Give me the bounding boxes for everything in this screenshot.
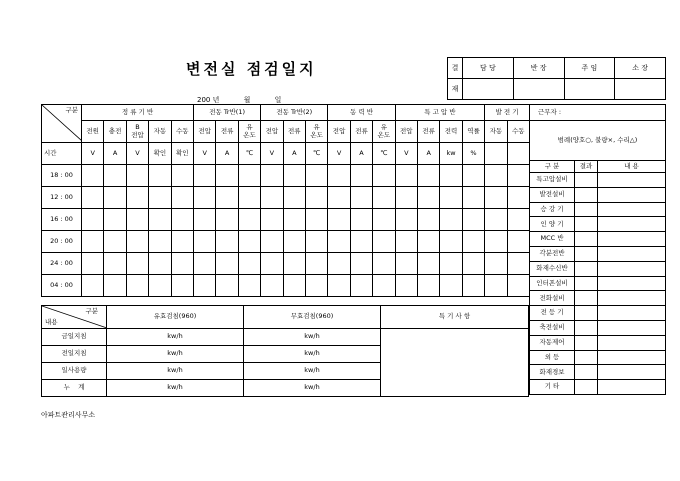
unit-cell: A <box>216 143 238 165</box>
reading-cell[interactable] <box>171 165 193 187</box>
column-header: 전류 <box>350 121 372 143</box>
reading-cell[interactable] <box>82 209 104 231</box>
reading-cell[interactable] <box>417 187 439 209</box>
reading-cell[interactable] <box>104 275 126 297</box>
reading-cell[interactable] <box>82 165 104 187</box>
summary-row <box>42 329 529 346</box>
legend: 범례(양호○, 불량×, 수리△) <box>530 121 666 161</box>
reactive-meter-value[interactable]: kw/h <box>244 329 381 346</box>
reading-cell[interactable] <box>507 165 529 187</box>
reading-cell[interactable] <box>328 187 350 209</box>
result-cell[interactable] <box>575 350 598 365</box>
approval-side-bottom: 재 <box>448 79 463 100</box>
grid-corner <box>42 105 82 143</box>
note-cell[interactable] <box>598 187 666 202</box>
checklist-row <box>530 335 666 350</box>
reading-cell[interactable] <box>171 231 193 253</box>
reading-cell[interactable] <box>507 209 529 231</box>
result-cell[interactable] <box>575 202 598 217</box>
reading-cell[interactable] <box>462 187 484 209</box>
reading-cell[interactable] <box>261 253 283 275</box>
reading-cell[interactable] <box>126 209 148 231</box>
result-cell[interactable] <box>575 261 598 276</box>
checklist-row <box>530 187 666 202</box>
column-header: 전압 <box>328 121 350 143</box>
reading-cell[interactable] <box>373 275 395 297</box>
unit-cell: A <box>350 143 372 165</box>
approval-table <box>447 57 666 100</box>
reading-cell[interactable] <box>395 165 417 187</box>
reading-cell[interactable] <box>104 231 126 253</box>
active-meter-value[interactable]: kw/h <box>107 346 244 363</box>
unit-cell: V <box>261 143 283 165</box>
reading-cell[interactable] <box>216 209 238 231</box>
reading-cell[interactable] <box>126 165 148 187</box>
checklist-row <box>530 173 666 188</box>
reading-cell[interactable] <box>283 209 305 231</box>
reading-cell[interactable] <box>440 253 462 275</box>
checklist-row <box>530 380 666 395</box>
note-cell[interactable] <box>598 246 666 261</box>
result-cell[interactable] <box>575 365 598 380</box>
summary-corner-bottom: 내용 <box>45 317 58 326</box>
checklist-row <box>530 291 666 306</box>
reading-cell[interactable] <box>238 165 260 187</box>
time-label: 24 : 00 <box>42 253 82 275</box>
reading-cell[interactable] <box>238 231 260 253</box>
unit-cell: V <box>194 143 216 165</box>
column-header: 전류 <box>417 121 439 143</box>
checklist-row <box>530 365 666 380</box>
reading-cell[interactable] <box>126 187 148 209</box>
reading-cell[interactable] <box>126 275 148 297</box>
reading-cell[interactable] <box>171 275 193 297</box>
reading-cell[interactable] <box>104 253 126 275</box>
approval-role: 주 임 <box>564 58 615 79</box>
column-header: 유 온도 <box>238 121 260 143</box>
reading-cell[interactable] <box>149 187 171 209</box>
reading-cell[interactable] <box>373 165 395 187</box>
reading-cell[interactable] <box>149 231 171 253</box>
checklist-item: 각분전반 <box>530 246 575 261</box>
reading-cell[interactable] <box>417 231 439 253</box>
corner-bottom: 시간 <box>42 143 82 165</box>
worker-label: 근무자 : <box>530 105 666 121</box>
reading-cell[interactable] <box>507 253 529 275</box>
approval-sign-cell[interactable] <box>463 79 514 100</box>
note-cell[interactable] <box>598 276 666 291</box>
reading-cell[interactable] <box>194 231 216 253</box>
time-row <box>42 187 530 209</box>
time-label: 12 : 00 <box>42 187 82 209</box>
reactive-meter-value[interactable]: kw/h <box>244 346 381 363</box>
reading-cell[interactable] <box>194 209 216 231</box>
special-notes-cell[interactable] <box>381 329 529 397</box>
checklist-row <box>530 276 666 291</box>
group-header: 정 류 기 반 <box>82 105 194 121</box>
reading-cell[interactable] <box>194 187 216 209</box>
column-header: 전류 <box>216 121 238 143</box>
side-header: 결과 <box>575 161 598 173</box>
reading-cell[interactable] <box>171 253 193 275</box>
reading-cell[interactable] <box>216 231 238 253</box>
column-header: 수동 <box>507 121 529 143</box>
summary-label: 일사용량 <box>42 363 107 380</box>
reading-cell[interactable] <box>305 187 327 209</box>
group-header: 발 전 기 <box>485 105 530 121</box>
checklist-item: 기 타 <box>530 380 575 395</box>
result-cell[interactable] <box>575 320 598 335</box>
reading-cell[interactable] <box>261 231 283 253</box>
reading-cell[interactable] <box>238 275 260 297</box>
group-header: 동 력 반 <box>328 105 395 121</box>
unit-cell: V <box>126 143 148 165</box>
unit-cell: V <box>328 143 350 165</box>
result-cell[interactable] <box>575 306 598 321</box>
reading-cell[interactable] <box>440 231 462 253</box>
note-cell[interactable] <box>598 217 666 232</box>
column-header: 자동 <box>485 121 507 143</box>
reading-cell[interactable] <box>440 187 462 209</box>
reading-cell[interactable] <box>462 209 484 231</box>
note-cell[interactable] <box>598 232 666 247</box>
page-title: 변전실 점검일지 <box>186 60 317 78</box>
reading-cell[interactable] <box>171 187 193 209</box>
unit-cell: 확인 <box>149 143 171 165</box>
reading-cell[interactable] <box>395 209 417 231</box>
reading-cell[interactable] <box>82 253 104 275</box>
result-cell[interactable] <box>575 335 598 350</box>
active-meter-value[interactable]: kw/h <box>107 363 244 380</box>
approval-sign-cell[interactable] <box>513 79 564 100</box>
column-header: 유 온도 <box>373 121 395 143</box>
time-row <box>42 275 530 297</box>
column-header: 전압 <box>194 121 216 143</box>
reading-cell[interactable] <box>238 187 260 209</box>
checklist-row <box>530 306 666 321</box>
column-header: 전류 <box>283 121 305 143</box>
reading-cell[interactable] <box>216 165 238 187</box>
reading-cell[interactable] <box>149 165 171 187</box>
reading-cell[interactable] <box>149 253 171 275</box>
reading-cell[interactable] <box>126 231 148 253</box>
reading-cell[interactable] <box>350 275 372 297</box>
result-cell[interactable] <box>575 187 598 202</box>
reading-cell[interactable] <box>283 253 305 275</box>
unit-cell <box>507 143 529 165</box>
checklist-row <box>530 202 666 217</box>
column-header: 충전 <box>104 121 126 143</box>
reading-cell[interactable] <box>82 231 104 253</box>
reading-cell[interactable] <box>462 275 484 297</box>
reading-cell[interactable] <box>350 187 372 209</box>
column-header: 전압 <box>261 121 283 143</box>
time-label: 20 : 00 <box>42 231 82 253</box>
reading-cell[interactable] <box>328 275 350 297</box>
reading-cell[interactable] <box>485 275 507 297</box>
reading-cell[interactable] <box>373 187 395 209</box>
approval-role: 소 장 <box>615 58 666 79</box>
column-header: 전원 <box>82 121 104 143</box>
checklist-item: 인터폰설비 <box>530 276 575 291</box>
checklist-row <box>530 217 666 232</box>
reading-cell[interactable] <box>328 165 350 187</box>
unit-cell: A <box>104 143 126 165</box>
reading-cell[interactable] <box>507 275 529 297</box>
unit-cell: ℃ <box>373 143 395 165</box>
note-cell[interactable] <box>598 320 666 335</box>
note-cell[interactable] <box>598 335 666 350</box>
reading-cell[interactable] <box>82 275 104 297</box>
reading-cell[interactable] <box>283 165 305 187</box>
reading-cell[interactable] <box>194 275 216 297</box>
reading-cell[interactable] <box>485 187 507 209</box>
corner-top: 구분 <box>65 106 78 114</box>
reading-cell[interactable] <box>305 231 327 253</box>
unit-cell: A <box>283 143 305 165</box>
date-day: 일 <box>274 96 282 104</box>
reading-cell[interactable] <box>395 187 417 209</box>
side-header: 구 분 <box>530 161 575 173</box>
reading-cell[interactable] <box>373 231 395 253</box>
checklist-table <box>529 104 666 395</box>
note-cell[interactable] <box>598 306 666 321</box>
reading-cell[interactable] <box>328 253 350 275</box>
checklist-item: 전화설비 <box>530 291 575 306</box>
time-row <box>42 165 530 187</box>
approval-sign-cell[interactable] <box>615 79 666 100</box>
reading-cell[interactable] <box>261 165 283 187</box>
time-row <box>42 253 530 275</box>
unit-cell: ℃ <box>305 143 327 165</box>
group-header: 전동 Tr반(1) <box>194 105 261 121</box>
note-cell[interactable] <box>598 350 666 365</box>
reading-cell[interactable] <box>305 275 327 297</box>
reading-cell[interactable] <box>283 231 305 253</box>
reading-cell[interactable] <box>395 231 417 253</box>
summary-header: 특 기 사 항 <box>381 306 529 329</box>
date-year: 200 년 <box>197 96 220 104</box>
reading-cell[interactable] <box>104 165 126 187</box>
summary-header: 유효검침(960) <box>107 306 244 329</box>
reading-cell[interactable] <box>305 209 327 231</box>
checklist-row <box>530 232 666 247</box>
reading-cell[interactable] <box>507 187 529 209</box>
result-cell[interactable] <box>575 291 598 306</box>
reading-cell[interactable] <box>328 231 350 253</box>
checklist-item: 전 등 기 <box>530 306 575 321</box>
note-cell[interactable] <box>598 173 666 188</box>
unit-cell: A <box>417 143 439 165</box>
checklist-item: 인 양 기 <box>530 217 575 232</box>
reading-cell[interactable] <box>417 253 439 275</box>
side-header: 내 용 <box>598 161 666 173</box>
reading-cell[interactable] <box>417 165 439 187</box>
summary-label: 누 계 <box>42 380 107 397</box>
checklist-row <box>530 320 666 335</box>
note-cell[interactable] <box>598 202 666 217</box>
checklist-item: 특고압설비 <box>530 173 575 188</box>
unit-cell: 확인 <box>171 143 193 165</box>
summary-label: 금일지침 <box>42 329 107 346</box>
footer-office: 아파트관리사무소 <box>41 411 96 419</box>
reading-cell[interactable] <box>350 231 372 253</box>
reading-cell[interactable] <box>373 253 395 275</box>
reading-cell[interactable] <box>462 253 484 275</box>
checklist-item: 축전설비 <box>530 320 575 335</box>
reading-cell[interactable] <box>216 187 238 209</box>
reading-cell[interactable] <box>328 209 350 231</box>
reading-cell[interactable] <box>485 231 507 253</box>
reading-cell[interactable] <box>149 209 171 231</box>
unit-cell <box>485 143 507 165</box>
reading-cell[interactable] <box>440 275 462 297</box>
result-cell[interactable] <box>575 217 598 232</box>
reading-cell[interactable] <box>305 253 327 275</box>
summary-table <box>41 305 529 397</box>
result-cell[interactable] <box>575 276 598 291</box>
date-month: 월 <box>243 96 251 104</box>
reading-cell[interactable] <box>82 187 104 209</box>
unit-cell: ℃ <box>238 143 260 165</box>
reading-cell[interactable] <box>350 253 372 275</box>
note-cell[interactable] <box>598 291 666 306</box>
result-cell[interactable] <box>575 246 598 261</box>
reading-cell[interactable] <box>149 275 171 297</box>
checklist-row <box>530 261 666 276</box>
reactive-meter-value[interactable]: kw/h <box>244 363 381 380</box>
time-label: 16 : 00 <box>42 209 82 231</box>
reading-cell[interactable] <box>462 231 484 253</box>
unit-cell: V <box>395 143 417 165</box>
unit-cell: kw <box>440 143 462 165</box>
note-cell[interactable] <box>598 261 666 276</box>
result-cell[interactable] <box>575 173 598 188</box>
approval-side-top: 결 <box>448 58 463 79</box>
reading-cell[interactable] <box>216 253 238 275</box>
checklist-item: 발전설비 <box>530 187 575 202</box>
checklist-item: 화재경보 <box>530 365 575 380</box>
group-header: 전동 Tr반(2) <box>261 105 328 121</box>
reading-cell[interactable] <box>261 187 283 209</box>
reading-cell[interactable] <box>417 275 439 297</box>
column-header: 역률 <box>462 121 484 143</box>
reading-cell[interactable] <box>283 187 305 209</box>
group-header: 특 고 압 반 <box>395 105 485 121</box>
reading-cell[interactable] <box>238 253 260 275</box>
reading-cell[interactable] <box>462 165 484 187</box>
reading-cell[interactable] <box>194 165 216 187</box>
reading-cell[interactable] <box>417 209 439 231</box>
reading-cell[interactable] <box>261 209 283 231</box>
reading-cell[interactable] <box>440 165 462 187</box>
reading-cell[interactable] <box>507 231 529 253</box>
reading-cell[interactable] <box>261 275 283 297</box>
summary-label: 전일지침 <box>42 346 107 363</box>
checklist-item: 화재수신반 <box>530 261 575 276</box>
approval-sign-cell[interactable] <box>564 79 615 100</box>
reading-cell[interactable] <box>440 209 462 231</box>
summary-corner <box>42 306 107 329</box>
checklist-item: 외 등 <box>530 350 575 365</box>
note-cell[interactable] <box>598 365 666 380</box>
reading-cell[interactable] <box>395 275 417 297</box>
reactive-meter-value[interactable]: kw/h <box>244 380 381 397</box>
checklist-item: MCC 반 <box>530 232 575 247</box>
reading-cell[interactable] <box>238 209 260 231</box>
result-cell[interactable] <box>575 380 598 395</box>
inspection-grid <box>41 104 530 297</box>
reading-cell[interactable] <box>216 275 238 297</box>
reading-cell[interactable] <box>485 253 507 275</box>
reading-cell[interactable] <box>104 209 126 231</box>
reading-cell[interactable] <box>171 209 193 231</box>
column-header: 전력 <box>440 121 462 143</box>
column-header: 유 온도 <box>305 121 327 143</box>
column-header: 수동 <box>171 121 193 143</box>
reading-cell[interactable] <box>194 253 216 275</box>
reading-cell[interactable] <box>104 187 126 209</box>
active-meter-value[interactable]: kw/h <box>107 329 244 346</box>
column-header: 자동 <box>149 121 171 143</box>
result-cell[interactable] <box>575 232 598 247</box>
reading-cell[interactable] <box>373 209 395 231</box>
reading-cell[interactable] <box>283 275 305 297</box>
unit-cell: % <box>462 143 484 165</box>
approval-role: 담 당 <box>463 58 514 79</box>
reading-cell[interactable] <box>485 165 507 187</box>
time-label: 18 : 00 <box>42 165 82 187</box>
active-meter-value[interactable]: kw/h <box>107 380 244 397</box>
summary-header: 무효검침(960) <box>244 306 381 329</box>
checklist-item: 자동제어 <box>530 335 575 350</box>
reading-cell[interactable] <box>350 209 372 231</box>
unit-cell: V <box>82 143 104 165</box>
reading-cell[interactable] <box>305 165 327 187</box>
time-label: 04 : 00 <box>42 275 82 297</box>
checklist-item: 승 강 기 <box>530 202 575 217</box>
note-cell[interactable] <box>598 380 666 395</box>
time-row <box>42 231 530 253</box>
approval-role: 반 장 <box>513 58 564 79</box>
summary-corner-top: 구분 <box>85 307 98 315</box>
reading-cell[interactable] <box>395 253 417 275</box>
column-header: 전압 <box>395 121 417 143</box>
time-row <box>42 209 530 231</box>
checklist-row <box>530 350 666 365</box>
reading-cell[interactable] <box>126 253 148 275</box>
column-header: B 전압 <box>126 121 148 143</box>
reading-cell[interactable] <box>350 165 372 187</box>
reading-cell[interactable] <box>485 209 507 231</box>
checklist-row <box>530 246 666 261</box>
